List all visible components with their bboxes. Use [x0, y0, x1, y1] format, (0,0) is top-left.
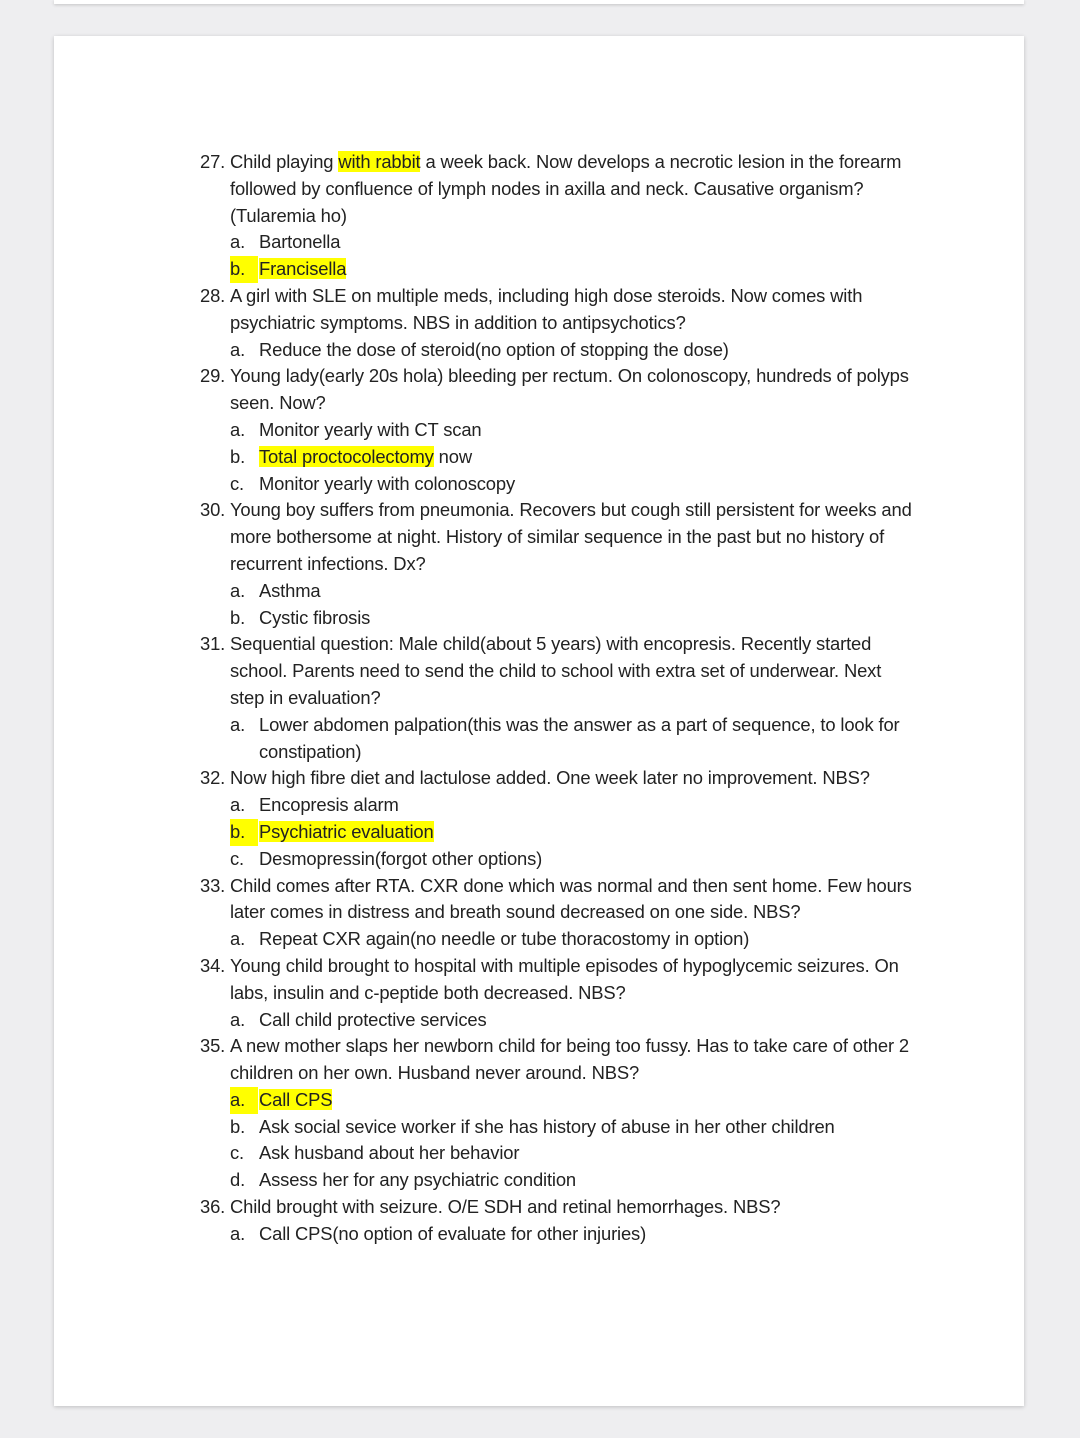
question-number: 33. — [200, 874, 226, 896]
option-text: Asthma — [259, 579, 321, 601]
option-text: Psychiatric evaluation — [259, 820, 434, 842]
option — [200, 471, 920, 498]
document-page — [54, 36, 1024, 1406]
option-highlighted — [200, 819, 920, 846]
option-text: Call CPS — [259, 1088, 333, 1110]
option-letter: c. — [230, 472, 245, 494]
option-letter: b. — [230, 256, 258, 283]
question-35 — [200, 1033, 920, 1087]
option-letter: a. — [230, 713, 246, 735]
option-letter: a. — [230, 231, 246, 253]
option-letter: c. — [230, 1142, 245, 1164]
option-text: Reduce the dose of steroid(no option of stopping the dose) — [259, 338, 729, 360]
option — [200, 444, 920, 471]
question-text: Now high fibre diet and lactulose added. One week later no improvement. NBS? — [230, 767, 870, 789]
question-number: 29. — [200, 365, 226, 387]
option-text: Lower abdomen palpation(this was the answer as a part of sequence, to look for constipation) — [259, 713, 900, 762]
option-letter: a. — [230, 579, 246, 601]
option-letter: d. — [230, 1169, 246, 1191]
option — [200, 1221, 920, 1248]
option-text: Bartonella — [259, 231, 341, 253]
option-text — [259, 446, 472, 467]
option — [200, 337, 920, 364]
question-number: 36. — [200, 1196, 226, 1218]
question-number: 30. — [200, 499, 226, 521]
option-letter: a. — [230, 1087, 258, 1114]
option-letter: a. — [230, 1222, 246, 1244]
question-text: Child comes after RTA. CXR done which was normal and then sent home. Few hours later comes in distress and breath sound decreased on one side. NBS? — [230, 874, 912, 923]
option-text: Ask husband about her behavior — [259, 1142, 520, 1164]
question-number: 34. — [200, 954, 226, 976]
option — [200, 1114, 920, 1141]
option — [200, 1140, 920, 1167]
question-text: A new mother slaps her newborn child for being too fussy. Has to take care of other 2 children on her own. Husband never around. NBS? — [230, 1035, 909, 1084]
question-text: Young boy suffers from pneumonia. Recovers but cough still persistent for weeks and more bothersome at night. History of similar sequence in the past but no history of recurrent infections. Dx? — [230, 499, 912, 574]
highlighted-text: Total proctocolectomy — [259, 445, 434, 467]
question-28 — [200, 283, 920, 337]
option-text: Monitor yearly with colonoscopy — [259, 472, 515, 494]
question-34 — [200, 953, 920, 1007]
question-text: Young child brought to hospital with multiple episodes of hypoglycemic seizures. On labs, insulin and c-peptide both decreased. NBS? — [230, 954, 899, 1003]
option-highlighted — [200, 256, 920, 283]
option-text: Assess her for any psychiatric condition — [259, 1169, 577, 1191]
option-letter: a. — [230, 1008, 246, 1030]
option — [200, 605, 920, 632]
option-letter: c. — [230, 847, 245, 869]
question-number: 28. — [200, 284, 226, 306]
question-33 — [200, 873, 920, 927]
option — [200, 229, 920, 256]
option-text: Call child protective services — [259, 1008, 487, 1030]
option-text: Encopresis alarm — [259, 794, 399, 816]
option-text: Francisella — [259, 258, 347, 280]
question-30 — [200, 497, 920, 577]
question-text-part: a week back. Now develops a necrotic lesion in the forearm followed by confluence of lymph nodes in axilla and neck. Causative organism?(Tularemia ho) — [230, 151, 902, 226]
question-31 — [200, 631, 920, 711]
option-text: Call CPS(no option of evaluate for other injuries) — [259, 1222, 647, 1244]
option-letter: a. — [230, 338, 246, 360]
question-36 — [200, 1194, 920, 1221]
option-letter: a. — [230, 418, 246, 440]
option-text: Desmopressin(forgot other options) — [259, 847, 543, 869]
question-text: Young lady(early 20s hola) bleeding per rectum. On colonoscopy, hundreds of polyps seen. Now? — [230, 365, 909, 414]
option-highlighted — [200, 1087, 920, 1114]
option-text: Repeat CXR again(no needle or tube thoracostomy in option) — [259, 928, 750, 950]
option-letter: b. — [230, 445, 246, 467]
option — [200, 926, 920, 953]
option — [200, 1007, 920, 1034]
option-letter: b. — [230, 1115, 246, 1137]
question-29 — [200, 363, 920, 417]
question-number: 31. — [200, 633, 226, 655]
option-letter: a. — [230, 794, 246, 816]
question-32 — [200, 765, 920, 792]
option — [200, 792, 920, 819]
option-text-part: now — [433, 445, 472, 467]
question-number: 27. — [200, 151, 226, 172]
option — [200, 712, 920, 766]
question-number: 32. — [200, 767, 226, 789]
question-list — [200, 149, 920, 1248]
question-text: Sequential question: Male child(about 5 years) with encopresis. Recently started school. Parents need to send the child to school with extra set of underwear. Next step in evaluation? — [230, 633, 882, 708]
option-text: Ask social sevice worker if she has history of abuse in her other children — [259, 1115, 835, 1137]
option — [200, 417, 920, 444]
question-text: Child brought with seizure. O/E SDH and retinal hemorrhages. NBS? — [230, 1196, 781, 1218]
option — [200, 578, 920, 605]
previous-page-edge — [54, 0, 1024, 4]
option-letter: a. — [230, 928, 246, 950]
option — [200, 1167, 920, 1194]
question-text — [230, 151, 901, 226]
question-text-part: Child playing — [230, 151, 339, 172]
option-letter: b. — [230, 606, 246, 628]
option-letter: b. — [230, 819, 258, 846]
option-text: Cystic fibrosis — [259, 606, 371, 628]
option — [200, 846, 920, 873]
option-text: Monitor yearly with CT scan — [259, 418, 482, 440]
question-27 — [200, 149, 920, 229]
question-text: A girl with SLE on multiple meds, including high dose steroids. Now comes with psychiatric symptoms. NBS in addition to antipsychotics? — [230, 284, 863, 333]
highlighted-text: with rabbit — [338, 151, 421, 172]
question-number: 35. — [200, 1035, 226, 1057]
